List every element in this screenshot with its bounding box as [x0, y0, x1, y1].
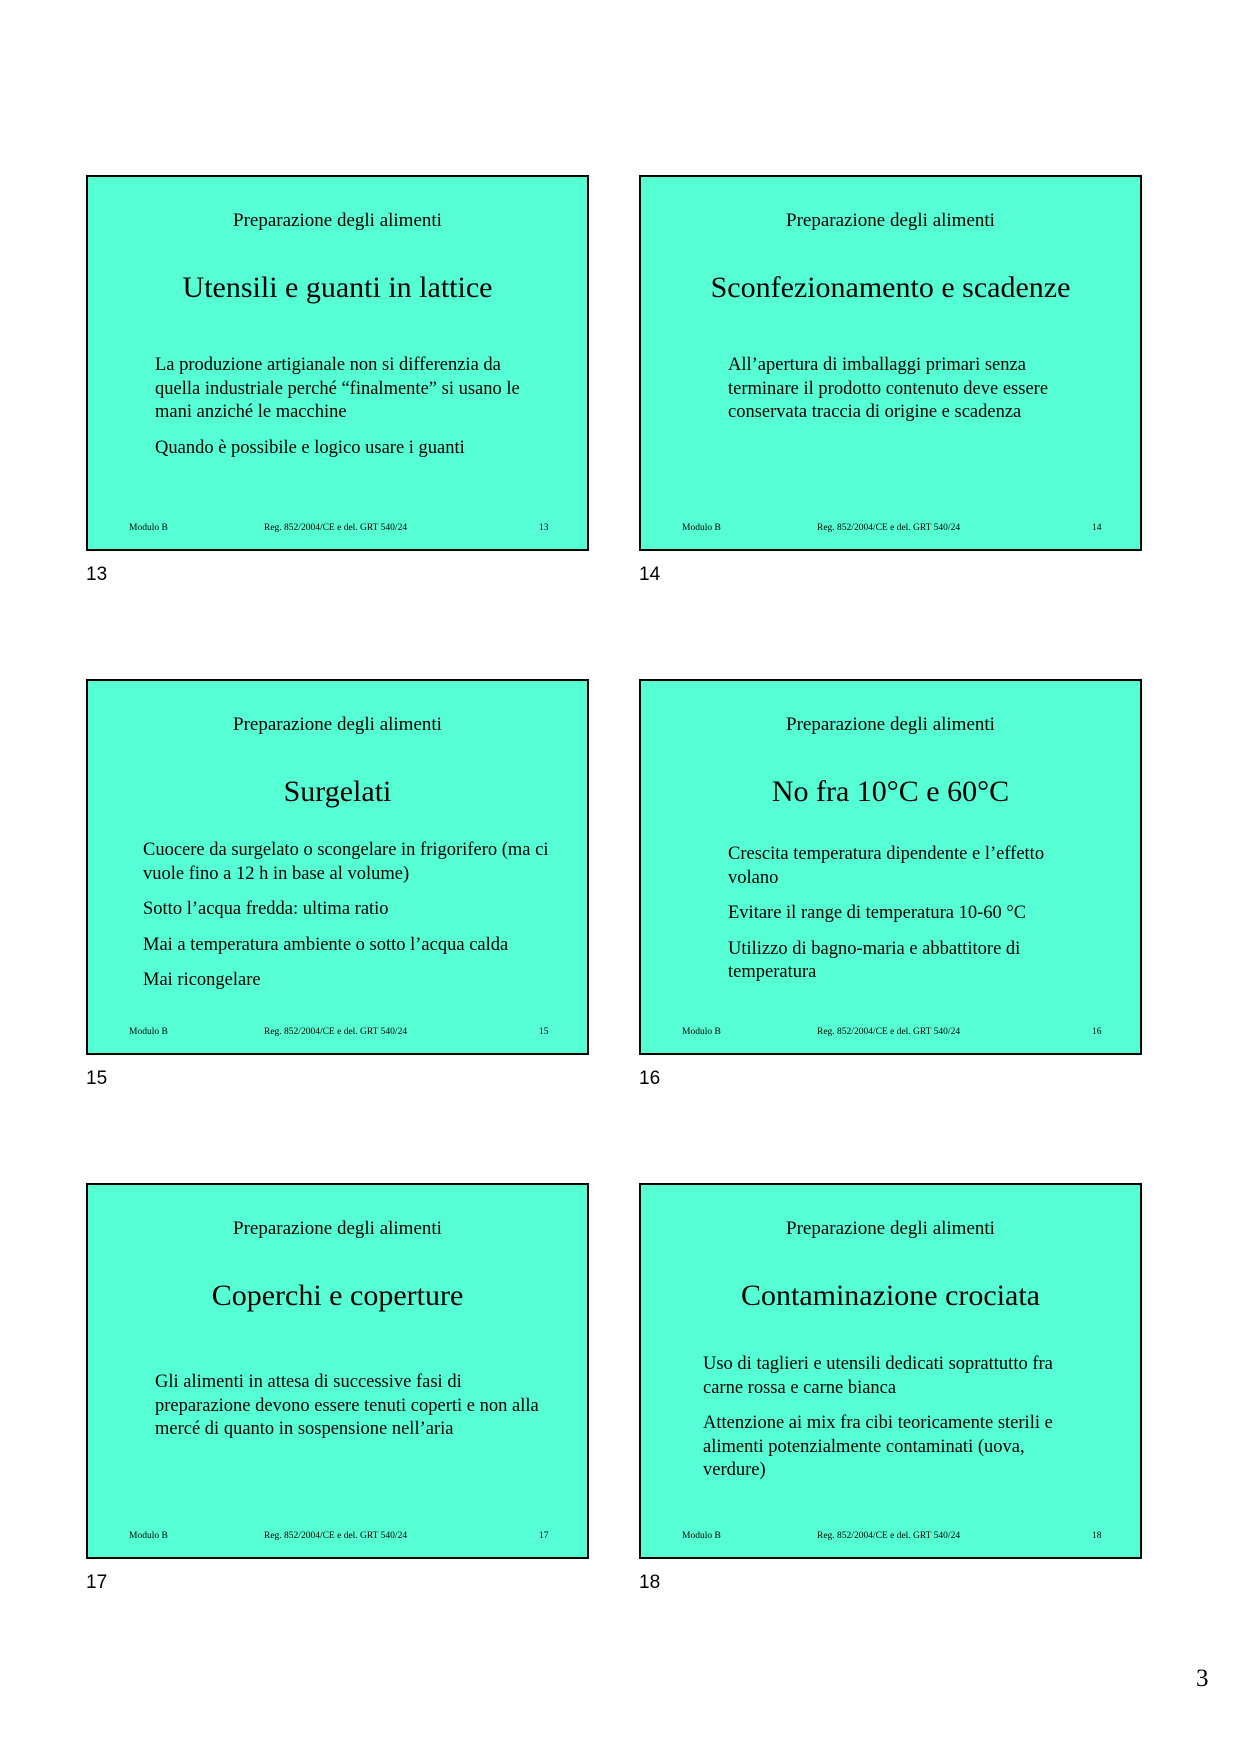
footer-slide-number: 16	[1092, 1027, 1102, 1037]
slide-body	[728, 843, 1058, 997]
footer-slide-number: 14	[1092, 523, 1102, 533]
slide-paragraph: Quando è possibile e logico usare i guanti	[155, 437, 465, 458]
slide-paragraph: Crescita temperatura dipendente e l’effetto volano	[728, 844, 1045, 888]
slide-header: Preparazione degli alimenti	[233, 210, 442, 231]
footer-slide-number: 13	[539, 523, 549, 533]
footer-regulation: Reg. 852/2004/CE e del. GRT 540/24	[817, 1531, 961, 1541]
footer-regulation: Reg. 852/2004/CE e del. GRT 540/24	[264, 523, 408, 533]
slide-body	[143, 839, 573, 1005]
slide-14	[639, 175, 1142, 551]
footer-regulation: Reg. 852/2004/CE e del. GRT 540/24	[264, 1027, 408, 1037]
slide-body	[728, 354, 1053, 437]
footer-module: Modulo B	[129, 1027, 168, 1037]
footer-module: Modulo B	[682, 1027, 721, 1037]
slide-18	[639, 1183, 1142, 1559]
footer-regulation: Reg. 852/2004/CE e del. GRT 540/24	[817, 1027, 961, 1037]
footer-module: Modulo B	[682, 1531, 721, 1541]
slide-13	[86, 175, 589, 551]
slide-caption-number: 13	[86, 564, 108, 585]
slide-header: Preparazione degli alimenti	[233, 714, 442, 735]
footer-regulation: Reg. 852/2004/CE e del. GRT 540/24	[264, 1531, 408, 1541]
footer-module: Modulo B	[682, 523, 721, 533]
slide-title: Coperchi e coperture	[211, 1279, 464, 1312]
slide-caption-number: 17	[86, 1572, 108, 1593]
footer-regulation: Reg. 852/2004/CE e del. GRT 540/24	[817, 523, 961, 533]
footer-slide-number: 15	[539, 1027, 549, 1037]
slide-caption-number: 15	[86, 1068, 108, 1089]
slide-paragraph: Mai ricongelare	[143, 970, 261, 990]
slide-paragraph: Evitare il range di temperatura 10-60 °C	[728, 903, 1027, 923]
slide-paragraph: Sotto l’acqua fredda: ultima ratio	[143, 899, 389, 919]
slide-caption-number: 16	[639, 1068, 661, 1089]
footer-slide-number: 18	[1092, 1531, 1102, 1541]
slide-header: Preparazione degli alimenti	[786, 210, 995, 231]
page-number: 3	[1196, 1665, 1209, 1692]
slide-title: No fra 10°C e 60°C	[771, 775, 1010, 808]
slide-caption-number: 18	[639, 1572, 661, 1593]
slide-title: Contaminazione crociata	[740, 1279, 1041, 1312]
slide-header: Preparazione degli alimenti	[233, 1218, 442, 1239]
slide-paragraph: Uso di taglieri e utensili dedicati soprattutto fra carne rossa e carne bianca	[703, 1354, 1053, 1398]
slide-paragraph: All’apertura di imballaggi primari senza terminare il prodotto contenuto deve essere conservata traccia di origine e scadenza	[728, 355, 1049, 422]
footer-slide-number: 17	[539, 1531, 549, 1541]
slide-caption-number: 14	[639, 564, 661, 585]
slide-paragraph: La produzione artigianale non si differenzia da quella industriale perché “finalmente” si usano le mani anziché le macchine	[155, 355, 520, 422]
slide-title: Utensili e guanti in lattice	[182, 271, 493, 304]
footer-module: Modulo B	[129, 523, 168, 533]
slide-body	[155, 354, 535, 472]
slide-title: Surgelati	[283, 775, 392, 808]
slide-title: Sconfezionamento e scadenze	[710, 271, 1071, 304]
slide-paragraph: Mai a temperatura ambiente o sotto l’acqua calda	[143, 934, 509, 955]
slide-paragraph: Attenzione ai mix fra cibi teoricamente sterili e alimenti potenzialmente contaminati (uova, verdure)	[703, 1413, 1053, 1480]
slide-15	[86, 679, 589, 1055]
slide-body	[703, 1353, 1083, 1495]
slide-header: Preparazione degli alimenti	[786, 1218, 995, 1239]
slide-17	[86, 1183, 589, 1559]
slide-header: Preparazione degli alimenti	[786, 714, 995, 735]
slide-paragraph: Cuocere da surgelato o scongelare in frigorifero (ma ci vuole fino a 12 h in base al volume)	[143, 840, 549, 884]
footer-module: Modulo B	[129, 1531, 168, 1541]
slide-paragraph: Gli alimenti in attesa di successive fasi di preparazione devono essere tenuti coperti e non alla mercé di quanto in sospensione nell’aria	[155, 1372, 539, 1439]
slide-paragraph: Utilizzo di bagno-maria e abbattitore di temperatura	[728, 938, 1021, 982]
slide-16	[639, 679, 1142, 1055]
slide-body	[155, 1371, 540, 1454]
